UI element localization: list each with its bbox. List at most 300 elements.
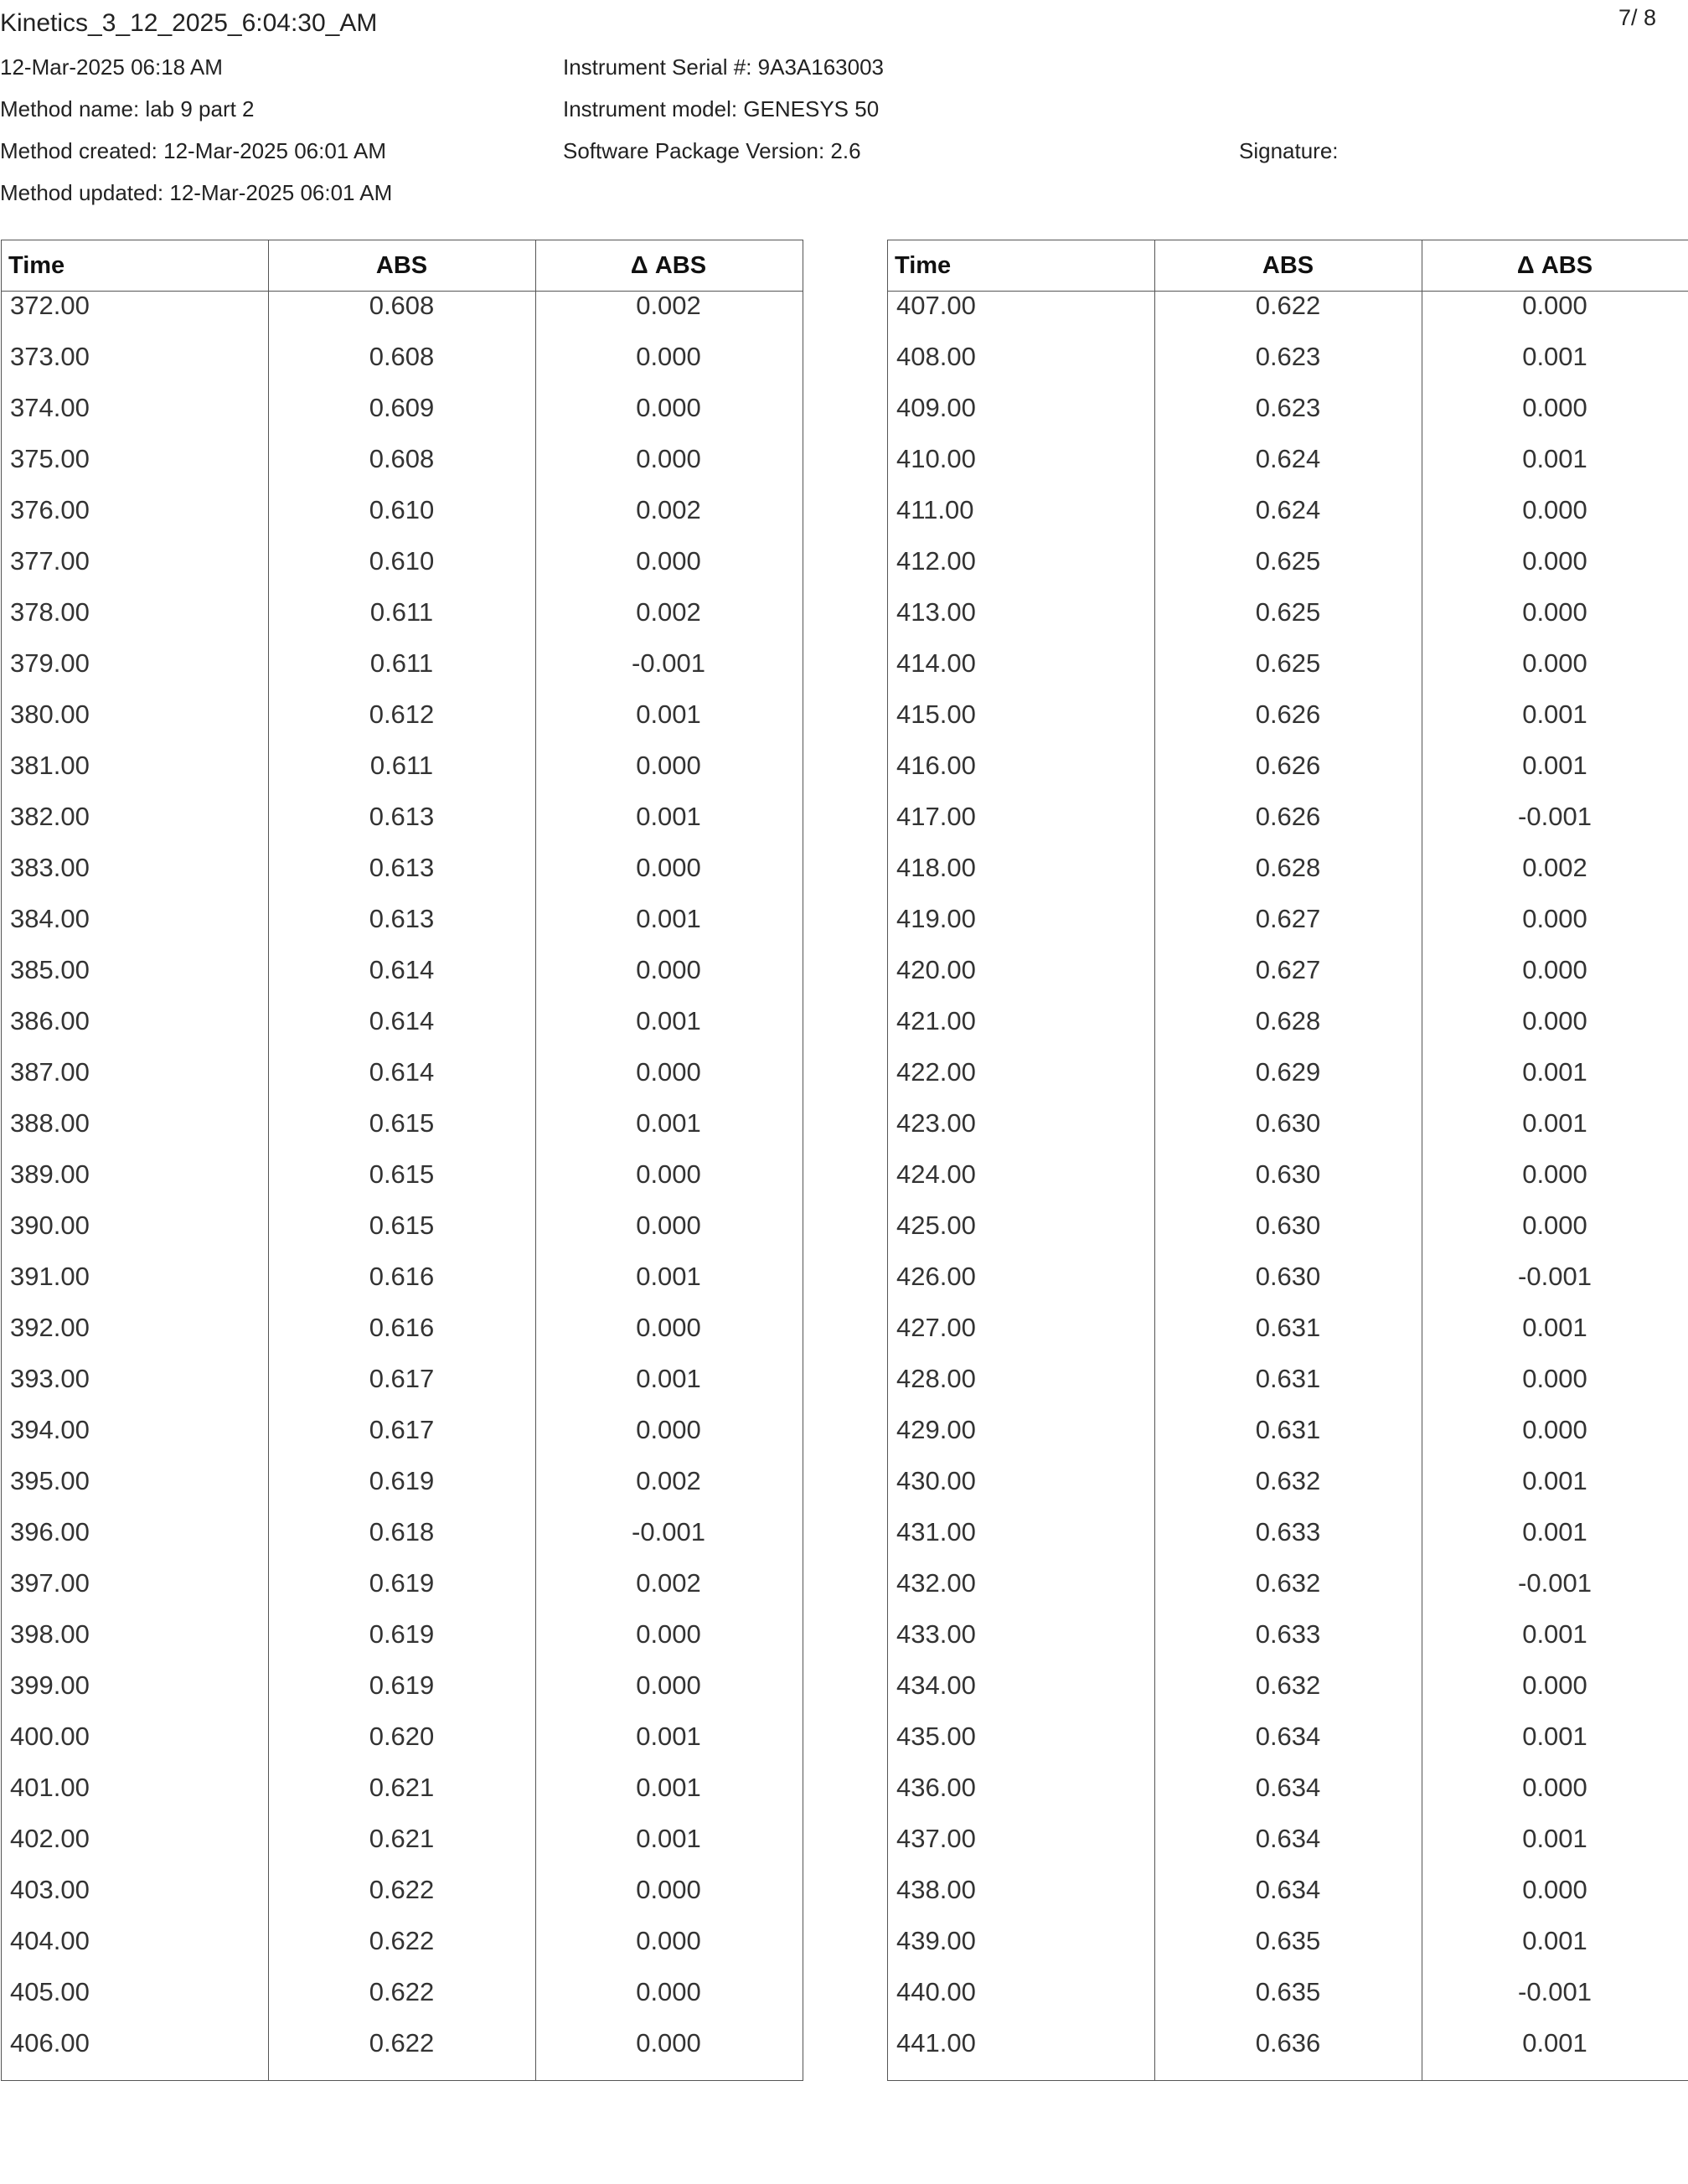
cell-time: 413.00	[896, 597, 976, 627]
cell-abs: 0.630	[1255, 1159, 1321, 1189]
cell-abs: 0.608	[369, 291, 435, 320]
cell-time: 426.00	[896, 1262, 976, 1291]
cell-time: 396.00	[10, 1517, 90, 1546]
cell-delta-abs: 0.000	[636, 1057, 701, 1087]
table-row	[2, 803, 803, 854]
cell-time: 430.00	[896, 1466, 976, 1495]
cell-delta-abs: 0.002	[636, 1568, 701, 1598]
table-row	[2, 956, 803, 1007]
cell-delta-abs: 0.000	[636, 853, 701, 882]
instrument-serial: Instrument Serial #: 9A3A163003	[563, 54, 885, 80]
cell-abs: 0.628	[1255, 1006, 1321, 1035]
cell-abs: 0.617	[369, 1415, 435, 1444]
cell-delta-abs: 0.001	[1522, 2028, 1587, 2058]
table-row	[888, 905, 1688, 956]
data-table-left	[1, 240, 803, 2081]
table-row	[888, 1978, 1688, 2029]
cell-abs: 0.608	[369, 444, 435, 473]
table-row	[2, 751, 803, 803]
cell-delta-abs: 0.002	[636, 1466, 701, 1495]
cell-abs: 0.632	[1255, 1568, 1321, 1598]
cell-abs: 0.624	[1255, 495, 1321, 524]
cell-time: 429.00	[896, 1415, 976, 1444]
method-name: Method name: lab 9 part 2	[0, 96, 255, 121]
table-row	[888, 1007, 1688, 1058]
table-row	[888, 1416, 1688, 1467]
table-row	[2, 700, 803, 751]
cell-delta-abs: 0.000	[636, 444, 701, 473]
table-row	[888, 1569, 1688, 1620]
cell-time: 376.00	[10, 495, 90, 524]
cell-abs: 0.611	[369, 751, 434, 780]
table-row	[2, 394, 803, 445]
cell-delta-abs: -0.001	[632, 1517, 705, 1546]
cell-delta-abs: 0.000	[636, 1415, 701, 1444]
cell-time: 374.00	[10, 393, 90, 422]
cell-delta-abs: 0.001	[636, 700, 701, 729]
cell-time: 394.00	[10, 1415, 90, 1444]
cell-delta-abs: 0.001	[1522, 1517, 1587, 1546]
cell-delta-abs: 0.001	[636, 1262, 701, 1291]
cell-time: 389.00	[10, 1159, 90, 1189]
cell-delta-abs: 0.001	[636, 1824, 701, 1853]
table-row	[888, 547, 1688, 598]
cell-abs: 0.611	[369, 597, 434, 627]
cell-time: 372.00	[10, 291, 90, 320]
cell-time: 411.00	[896, 495, 974, 524]
cell-abs: 0.626	[1255, 700, 1321, 729]
instrument-model: Instrument model: GENESYS 50	[563, 96, 880, 121]
cell-abs: 0.625	[1255, 648, 1321, 678]
cell-time: 377.00	[10, 546, 90, 576]
table-row	[888, 343, 1688, 394]
cell-abs: 0.619	[369, 1670, 435, 1700]
table-row	[2, 1007, 803, 1058]
cell-time: 441.00	[896, 2028, 976, 2058]
table-row	[888, 1927, 1688, 1978]
table-row	[888, 649, 1688, 700]
column-header-abs: ABS	[375, 251, 428, 279]
table-row	[2, 343, 803, 394]
cell-abs: 0.626	[1255, 751, 1321, 780]
cell-abs: 0.616	[369, 1313, 435, 1342]
cell-delta-abs: 0.001	[636, 1773, 701, 1802]
table-row	[888, 751, 1688, 803]
table-row	[2, 1467, 803, 1518]
table-row	[888, 700, 1688, 751]
cell-delta-abs: 0.000	[636, 393, 701, 422]
table-header	[888, 240, 1688, 292]
table-row	[2, 1160, 803, 1211]
table-row	[2, 496, 803, 547]
column-header-delta-abs: Δ ABS	[630, 251, 707, 279]
cell-delta-abs: 0.000	[636, 1670, 701, 1700]
table-row	[2, 1262, 803, 1314]
method-created: Method created: 12-Mar-2025 06:01 AM	[0, 138, 387, 163]
cell-abs: 0.624	[1255, 444, 1321, 473]
table-row	[888, 1109, 1688, 1160]
cell-delta-abs: 0.000	[636, 955, 701, 984]
cell-abs: 0.622	[369, 1875, 435, 1904]
table-row	[2, 905, 803, 956]
cell-time: 390.00	[10, 1211, 90, 1240]
cell-time: 433.00	[896, 1619, 976, 1649]
cell-abs: 0.627	[1255, 955, 1321, 984]
cell-time: 436.00	[896, 1773, 976, 1802]
table-row	[888, 1876, 1688, 1927]
cell-abs: 0.627	[1255, 904, 1321, 933]
cell-delta-abs: 0.000	[1522, 904, 1587, 933]
table-row	[888, 1314, 1688, 1365]
cell-abs: 0.632	[1255, 1466, 1321, 1495]
table-row	[888, 1262, 1688, 1314]
cell-abs: 0.628	[1255, 853, 1321, 882]
cell-time: 404.00	[10, 1926, 90, 1955]
cell-delta-abs: -0.001	[632, 648, 705, 678]
cell-delta-abs: 0.000	[1522, 1670, 1587, 1700]
cell-delta-abs: 0.001	[1522, 751, 1587, 780]
cell-abs: 0.619	[369, 1466, 435, 1495]
table-row	[888, 1518, 1688, 1569]
cell-time: 399.00	[10, 1670, 90, 1700]
cell-time: 440.00	[896, 1977, 976, 2006]
cell-time: 400.00	[10, 1722, 90, 1751]
cell-delta-abs: 0.001	[636, 1108, 701, 1138]
table-row	[888, 1160, 1688, 1211]
table-row	[2, 1365, 803, 1416]
cell-delta-abs: 0.001	[1522, 1108, 1587, 1138]
table-row	[888, 1365, 1688, 1416]
cell-abs: 0.636	[1255, 2028, 1321, 2058]
cell-time: 415.00	[896, 700, 976, 729]
cell-time: 387.00	[10, 1057, 90, 1087]
cell-time: 385.00	[10, 955, 90, 984]
table-row	[2, 1058, 803, 1109]
page-number: 7/ 8	[1618, 5, 1656, 30]
cell-abs: 0.623	[1255, 342, 1321, 371]
table-row	[888, 956, 1688, 1007]
cell-time: 393.00	[10, 1364, 90, 1393]
method-updated: Method updated: 12-Mar-2025 06:01 AM	[0, 180, 393, 205]
table-row	[888, 1211, 1688, 1262]
cell-abs: 0.612	[369, 700, 435, 729]
cell-delta-abs: 0.002	[636, 495, 701, 524]
cell-delta-abs: 0.000	[636, 546, 701, 576]
cell-abs: 0.615	[369, 1159, 435, 1189]
cell-abs: 0.613	[369, 802, 435, 831]
table-row	[888, 496, 1688, 547]
cell-delta-abs: 0.000	[636, 1211, 701, 1240]
cell-abs: 0.622	[369, 2028, 435, 2058]
cell-time: 410.00	[896, 444, 976, 473]
table-row	[888, 1722, 1688, 1774]
signature-label: Signature:	[1239, 138, 1339, 163]
cell-time: 425.00	[896, 1211, 976, 1240]
cell-time: 412.00	[896, 546, 976, 576]
cell-time: 421.00	[896, 1006, 976, 1035]
table-row	[2, 1620, 803, 1671]
cell-delta-abs: 0.000	[1522, 1364, 1587, 1393]
cell-abs: 0.621	[369, 1773, 435, 1802]
cell-time: 438.00	[896, 1875, 976, 1904]
cell-delta-abs: 0.000	[1522, 1773, 1587, 1802]
cell-abs: 0.630	[1255, 1262, 1321, 1291]
table-row	[888, 598, 1688, 649]
cell-delta-abs: 0.000	[636, 1926, 701, 1955]
cell-time: 439.00	[896, 1926, 976, 1955]
cell-abs: 0.611	[369, 648, 434, 678]
table-row	[2, 2029, 803, 2080]
table-row	[2, 1876, 803, 1927]
table-row	[888, 394, 1688, 445]
cell-abs: 0.619	[369, 1568, 435, 1598]
table-row	[2, 1722, 803, 1774]
table-row	[2, 1109, 803, 1160]
cell-delta-abs: 0.000	[1522, 291, 1587, 320]
table-row	[2, 1518, 803, 1569]
table-row	[2, 292, 803, 343]
table-row	[2, 445, 803, 496]
cell-time: 435.00	[896, 1722, 976, 1751]
cell-abs: 0.610	[369, 546, 435, 576]
column-header-delta-abs: Δ ABS	[1516, 251, 1593, 279]
table-row	[888, 445, 1688, 496]
cell-time: 418.00	[896, 853, 976, 882]
cell-time: 383.00	[10, 853, 90, 882]
cell-delta-abs: 0.000	[636, 1619, 701, 1649]
cell-delta-abs: 0.002	[1522, 853, 1587, 882]
cell-time: 432.00	[896, 1568, 976, 1598]
cell-delta-abs: 0.002	[636, 291, 701, 320]
cell-delta-abs: 0.000	[636, 342, 701, 371]
cell-time: 414.00	[896, 648, 976, 678]
cell-delta-abs: 0.000	[636, 1977, 701, 2006]
cell-delta-abs: 0.001	[1522, 1313, 1587, 1342]
cell-abs: 0.614	[369, 1057, 435, 1087]
cell-time: 373.00	[10, 342, 90, 371]
table-row	[888, 1774, 1688, 1825]
cell-delta-abs: 0.000	[1522, 955, 1587, 984]
cell-time: 407.00	[896, 291, 976, 320]
cell-time: 406.00	[10, 2028, 90, 2058]
cell-abs: 0.614	[369, 955, 435, 984]
cell-delta-abs: -0.001	[1518, 1568, 1592, 1598]
cell-time: 408.00	[896, 342, 976, 371]
cell-delta-abs: 0.001	[636, 1722, 701, 1751]
cell-abs: 0.629	[1255, 1057, 1321, 1087]
cell-delta-abs: 0.000	[1522, 393, 1587, 422]
cell-time: 428.00	[896, 1364, 976, 1393]
table-row	[2, 854, 803, 905]
cell-time: 398.00	[10, 1619, 90, 1649]
cell-abs: 0.619	[369, 1619, 435, 1649]
software-version: Software Package Version: 2.6	[563, 138, 861, 163]
table-row	[2, 649, 803, 700]
cell-delta-abs: 0.001	[636, 802, 701, 831]
table-row	[888, 1467, 1688, 1518]
cell-time: 423.00	[896, 1108, 976, 1138]
cell-time: 378.00	[10, 597, 90, 627]
cell-delta-abs: 0.001	[636, 1006, 701, 1035]
cell-abs: 0.630	[1255, 1108, 1321, 1138]
column-header-time: Time	[895, 251, 952, 279]
cell-time: 402.00	[10, 1824, 90, 1853]
cell-delta-abs: 0.001	[1522, 1824, 1587, 1853]
table-row	[888, 1825, 1688, 1876]
table-row	[2, 598, 803, 649]
cell-delta-abs: 0.000	[1522, 1415, 1587, 1444]
cell-delta-abs: 0.001	[1522, 700, 1587, 729]
cell-time: 392.00	[10, 1313, 90, 1342]
table-row	[888, 2029, 1688, 2080]
cell-abs: 0.635	[1255, 1977, 1321, 2006]
cell-abs: 0.614	[369, 1006, 435, 1035]
cell-abs: 0.631	[1255, 1415, 1321, 1444]
cell-delta-abs: 0.000	[636, 2028, 701, 2058]
cell-time: 427.00	[896, 1313, 976, 1342]
cell-delta-abs: 0.001	[636, 1364, 701, 1393]
table-header	[2, 240, 803, 292]
cell-delta-abs: 0.001	[636, 904, 701, 933]
cell-delta-abs: 0.001	[1522, 1926, 1587, 1955]
cell-time: 380.00	[10, 700, 90, 729]
cell-time: 384.00	[10, 904, 90, 933]
cell-delta-abs: 0.000	[1522, 1006, 1587, 1035]
table-row	[888, 1620, 1688, 1671]
cell-time: 409.00	[896, 393, 976, 422]
table-row	[2, 1825, 803, 1876]
cell-time: 424.00	[896, 1159, 976, 1189]
cell-abs: 0.625	[1255, 546, 1321, 576]
cell-delta-abs: 0.001	[1522, 1722, 1587, 1751]
cell-delta-abs: 0.000	[1522, 648, 1587, 678]
cell-abs: 0.610	[369, 495, 435, 524]
cell-abs: 0.626	[1255, 802, 1321, 831]
cell-abs: 0.622	[369, 1926, 435, 1955]
cell-delta-abs: 0.001	[1522, 1466, 1587, 1495]
cell-abs: 0.623	[1255, 393, 1321, 422]
cell-abs: 0.620	[369, 1722, 435, 1751]
cell-time: 382.00	[10, 802, 90, 831]
cell-abs: 0.615	[369, 1211, 435, 1240]
cell-abs: 0.625	[1255, 597, 1321, 627]
cell-delta-abs: 0.000	[1522, 1875, 1587, 1904]
cell-delta-abs: 0.000	[1522, 495, 1587, 524]
report-date-time: 12-Mar-2025 06:18 AM	[0, 54, 223, 80]
cell-time: 397.00	[10, 1568, 90, 1598]
table-row	[2, 547, 803, 598]
cell-abs: 0.633	[1255, 1517, 1321, 1546]
cell-abs: 0.608	[369, 342, 435, 371]
cell-abs: 0.631	[1255, 1364, 1321, 1393]
table-row	[2, 1569, 803, 1620]
table-row	[888, 803, 1688, 854]
table-row	[2, 1978, 803, 2029]
cell-abs: 0.631	[1255, 1313, 1321, 1342]
cell-time: 395.00	[10, 1466, 90, 1495]
cell-abs: 0.632	[1255, 1670, 1321, 1700]
cell-time: 437.00	[896, 1824, 976, 1853]
cell-time: 403.00	[10, 1875, 90, 1904]
cell-delta-abs: 0.001	[1522, 342, 1587, 371]
cell-delta-abs: -0.001	[1518, 1262, 1592, 1291]
cell-abs: 0.617	[369, 1364, 435, 1393]
table-row	[2, 1927, 803, 1978]
document-title: Kinetics_3_12_2025_6:04:30_AM	[0, 9, 378, 37]
cell-abs: 0.615	[369, 1108, 435, 1138]
cell-time: 379.00	[10, 648, 90, 678]
cell-delta-abs: -0.001	[1518, 802, 1592, 831]
cell-time: 386.00	[10, 1006, 90, 1035]
cell-delta-abs: 0.001	[1522, 444, 1587, 473]
cell-delta-abs: 0.000	[636, 1313, 701, 1342]
cell-time: 375.00	[10, 444, 90, 473]
table-row	[2, 1416, 803, 1467]
cell-delta-abs: 0.001	[1522, 1619, 1587, 1649]
cell-abs: 0.622	[1255, 291, 1321, 320]
table-row	[2, 1774, 803, 1825]
cell-delta-abs: 0.000	[1522, 1211, 1587, 1240]
cell-delta-abs: -0.001	[1518, 1977, 1592, 2006]
cell-time: 431.00	[896, 1517, 976, 1546]
table-body	[888, 292, 1688, 2080]
cell-delta-abs: 0.000	[636, 1875, 701, 1904]
cell-delta-abs: 0.000	[636, 1159, 701, 1189]
cell-abs: 0.634	[1255, 1824, 1321, 1853]
column-header-time: Time	[8, 251, 65, 279]
table-row	[888, 1671, 1688, 1722]
cell-abs: 0.634	[1255, 1875, 1321, 1904]
cell-time: 419.00	[896, 904, 976, 933]
cell-abs: 0.630	[1255, 1211, 1321, 1240]
table-row	[2, 1671, 803, 1722]
cell-time: 388.00	[10, 1108, 90, 1138]
cell-time: 422.00	[896, 1057, 976, 1087]
cell-abs: 0.634	[1255, 1773, 1321, 1802]
table-row	[2, 1211, 803, 1262]
cell-delta-abs: 0.000	[636, 751, 701, 780]
cell-abs: 0.634	[1255, 1722, 1321, 1751]
cell-time: 434.00	[896, 1670, 976, 1700]
cell-abs: 0.616	[369, 1262, 435, 1291]
cell-abs: 0.609	[369, 393, 435, 422]
cell-time: 401.00	[10, 1773, 90, 1802]
cell-abs: 0.618	[369, 1517, 435, 1546]
cell-delta-abs: 0.000	[1522, 1159, 1587, 1189]
cell-delta-abs: 0.001	[1522, 1057, 1587, 1087]
cell-time: 405.00	[10, 1977, 90, 2006]
cell-abs: 0.613	[369, 853, 435, 882]
cell-abs: 0.622	[369, 1977, 435, 2006]
column-header-abs: ABS	[1262, 251, 1314, 279]
cell-time: 391.00	[10, 1262, 90, 1291]
table-body	[2, 292, 803, 2080]
cell-time: 381.00	[10, 751, 90, 780]
cell-abs: 0.635	[1255, 1926, 1321, 1955]
cell-abs: 0.621	[369, 1824, 435, 1853]
table-row	[2, 1314, 803, 1365]
cell-time: 416.00	[896, 751, 976, 780]
data-table-right	[887, 240, 1688, 2081]
cell-abs: 0.633	[1255, 1619, 1321, 1649]
table-row	[888, 292, 1688, 343]
cell-delta-abs: 0.002	[636, 597, 701, 627]
cell-time: 420.00	[896, 955, 976, 984]
cell-time: 417.00	[896, 802, 976, 831]
cell-delta-abs: 0.000	[1522, 597, 1587, 627]
table-row	[888, 1058, 1688, 1109]
cell-abs: 0.613	[369, 904, 435, 933]
